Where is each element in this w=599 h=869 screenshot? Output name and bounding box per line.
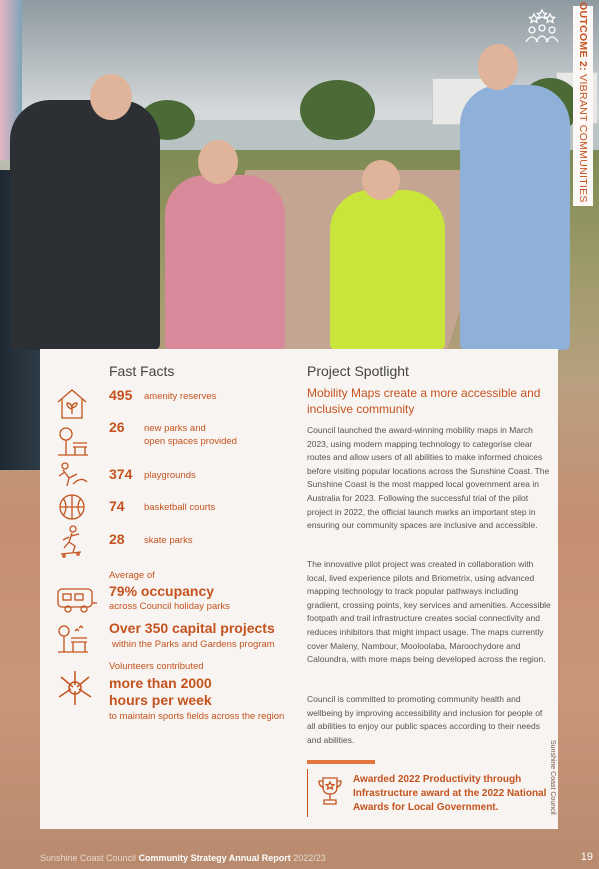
photo-person [10, 100, 160, 350]
footer-report-title: Community Strategy Annual Report [138, 853, 291, 863]
outcome-tab-rest: VIBRANT COMMUNITIES [577, 70, 589, 203]
spotlight-paragraph: The innovative pilot project was created in collaboration with local, lived experience pilots and Briometrix, using advanced mapping technology to track popular pathways including gradient, crossing points, key services and amenities. Accessible footpath and trail infrastructure creates social connectivity and reduces inhibitors that might impact usage. The maps currently cover Maleny, Nambour, Mooloolaba, Maroochydore and Caloundra, with more maps being developed across the region. [307, 559, 551, 665]
fact-number: 74 [109, 498, 125, 514]
outcome-tab [573, 2, 593, 206]
fact-label: basketball courts [144, 502, 216, 513]
photo-head [478, 44, 518, 90]
content-panel [40, 349, 558, 829]
spotlight-paragraph: Council is committed to promoting community health and wellbeing by improving accessibility and inclusion for people of all abilities to enjoy our public spaces according to their needs and abilities. [307, 694, 543, 745]
bench-tree-icon [55, 622, 89, 656]
playground-icon [55, 458, 89, 492]
fact-label: new parks and [144, 423, 206, 434]
spotlight-title: Project Spotlight [307, 363, 409, 379]
award-divider [307, 769, 308, 817]
page-number: 19 [580, 851, 593, 863]
trophy-icon [316, 775, 344, 807]
fast-facts-title: Fast Facts [109, 363, 175, 379]
house-leaf-icon [55, 387, 89, 421]
outcome-tab-bold: OUTCOME 2: [577, 2, 589, 71]
photo-head [362, 160, 400, 200]
caravan-icon [55, 581, 99, 615]
footer [40, 853, 326, 863]
photo-person [460, 85, 570, 350]
volunteers-value-line2: hours per week [109, 692, 212, 708]
fact-label: playgrounds [144, 470, 196, 481]
capital-value: Over 350 capital projects [109, 620, 275, 636]
photo-tree [300, 80, 375, 140]
footer-year: 2022/23 [290, 853, 326, 863]
fact-label: skate parks [144, 535, 193, 546]
tree-bench-icon [55, 425, 89, 459]
spotlight-headline: Mobility Maps create a more accessible and inclusive community [307, 386, 541, 416]
capital-post: within the Parks and Gardens program [112, 639, 275, 650]
hands-icon [53, 667, 97, 707]
basketball-icon [55, 490, 89, 524]
volunteers-value-line1: more than 2000 [109, 675, 212, 691]
spotlight-paragraph: Council launched the award-winning mobility maps in March 2023, using modern mapping technology to categorise clear routes and allow users of all abilities to make informed choices before visiting popular locations across the Sunshine Coast. The Sunshine Coast is the most mapped local government area in Australia for 2023. Following the successful trial of the pilot project in 2022, the official launch marks an important step in ensuring our community spaces are inclusive and accessible. [307, 425, 550, 531]
occupancy-post: across Council holiday parks [109, 601, 230, 612]
photo-head [198, 140, 238, 184]
volunteers-post: to maintain sports fields across the region [109, 711, 285, 722]
community-stars-icon [522, 8, 562, 44]
fact-number: 374 [109, 466, 133, 482]
award-text: Awarded 2022 Productivity through Infrastructure award at the 2022 National Awards for Local Government. [353, 774, 547, 813]
vertical-credit: Sunshine Coast Council [549, 740, 556, 815]
skater-icon [55, 524, 89, 558]
fact-number: 26 [109, 419, 125, 435]
fact-number: 28 [109, 531, 125, 547]
occupancy-pre: Average of [109, 570, 155, 581]
photo-person [330, 190, 445, 350]
award-accent-bar [307, 760, 375, 764]
photo-person [165, 175, 285, 350]
photo-head [90, 74, 132, 120]
fact-number: 495 [109, 387, 133, 403]
footer-org: Sunshine Coast Council [40, 853, 139, 863]
volunteers-pre: Volunteers contributed [109, 661, 204, 672]
fact-label: open spaces provided [144, 436, 237, 447]
fact-label: amenity reserves [144, 391, 217, 402]
occupancy-value: 79% occupancy [109, 583, 215, 599]
